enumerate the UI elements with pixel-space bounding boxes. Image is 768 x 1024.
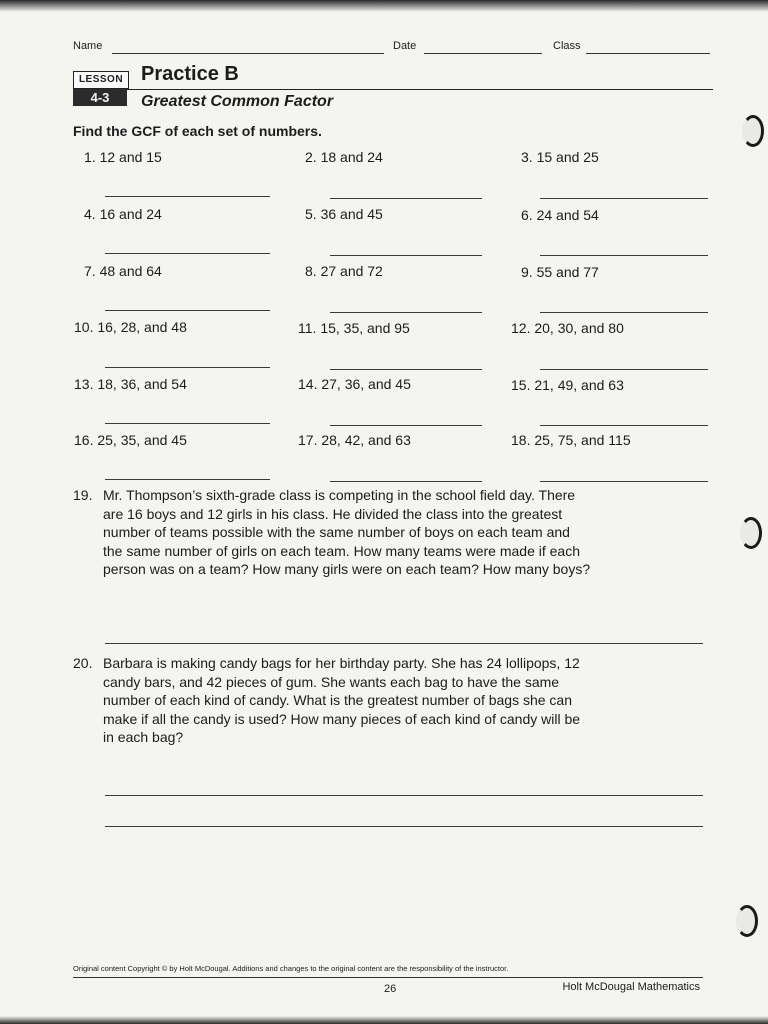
answer-line-18[interactable] bbox=[540, 481, 708, 482]
answer-line-16[interactable] bbox=[105, 479, 270, 480]
answer-line-7[interactable] bbox=[105, 310, 270, 311]
problem-10: 10. 16, 28, and 48 bbox=[74, 319, 187, 335]
footer-copyright: Original content Copyright © by Holt McDougal. Additions and changes to the original content are the responsibility of the instructor. bbox=[73, 964, 509, 973]
problem-18: 18. 25, 75, and 115 bbox=[511, 432, 631, 448]
lesson-number: 4-3 bbox=[73, 89, 127, 106]
problem-15: 15. 21, 49, and 63 bbox=[511, 377, 624, 393]
answer-line-17[interactable] bbox=[330, 481, 482, 482]
answer-line-6[interactable] bbox=[540, 255, 708, 256]
class-label: Class bbox=[553, 40, 581, 52]
word-problem-19-text: Mr. Thompson’s sixth-grade class is competing in the school field day. There are 16 boys and 12 girls in his class. He divided the class into the greatest number of teams possible with the same number of boys on each team and the same number of girls on each team. How many teams were made if each person was on a team? How many girls were on each team? How many boys? bbox=[103, 487, 591, 578]
problem-13: 13. 18, 36, and 54 bbox=[74, 376, 187, 392]
problem-6: 6. 24 and 54 bbox=[521, 207, 599, 223]
lesson-badge: LESSON bbox=[73, 71, 129, 89]
answer-line-14[interactable] bbox=[330, 425, 482, 426]
answer-line-20a[interactable] bbox=[105, 795, 703, 796]
answer-line-15[interactable] bbox=[540, 425, 708, 426]
word-problem-20-text: Barbara is making candy bags for her birthday party. She has 24 lollipops, 12 candy bars, and 42 pieces of gum. She wants each bag to have the same number of each kind of candy. What is the greatest number of bags she can make if all the candy is used? How many pieces of each kind of candy will be in each bag? bbox=[103, 655, 581, 746]
answer-line-3[interactable] bbox=[540, 198, 708, 199]
problem-12: 12. 20, 30, and 80 bbox=[511, 320, 624, 336]
problem-5: 5. 36 and 45 bbox=[305, 206, 383, 222]
word-problem-19-number: 19. bbox=[73, 487, 93, 503]
answer-line-9[interactable] bbox=[540, 312, 708, 313]
problem-1: 1. 12 and 15 bbox=[84, 149, 162, 165]
answer-line-2[interactable] bbox=[330, 198, 482, 199]
answer-line-8[interactable] bbox=[330, 312, 482, 313]
date-label: Date bbox=[393, 40, 417, 52]
name-label: Name bbox=[73, 40, 103, 52]
answer-line-5[interactable] bbox=[330, 255, 482, 256]
scan-top-edge bbox=[0, 0, 768, 12]
answer-line-4[interactable] bbox=[105, 253, 270, 254]
problem-9: 9. 55 and 77 bbox=[521, 264, 599, 280]
answer-line-19[interactable] bbox=[105, 643, 703, 644]
problem-7: 7. 48 and 64 bbox=[84, 263, 162, 279]
punch-hole-middle bbox=[740, 517, 762, 549]
answer-line-20b[interactable] bbox=[105, 826, 703, 827]
word-problem-20-number: 20. bbox=[73, 655, 93, 671]
instructions: Find the GCF of each set of numbers. bbox=[73, 123, 322, 139]
scan-bottom-edge bbox=[0, 1016, 768, 1024]
class-field-line[interactable] bbox=[586, 53, 710, 54]
answer-line-1[interactable] bbox=[105, 196, 270, 197]
punch-hole-top bbox=[742, 115, 764, 147]
word-problem-20 bbox=[73, 654, 593, 747]
footer-publisher: Holt McDougal Mathematics bbox=[562, 981, 700, 993]
answer-line-13[interactable] bbox=[105, 423, 270, 424]
page-subtitle: Greatest Common Factor bbox=[141, 93, 334, 110]
punch-hole-bottom bbox=[736, 905, 758, 937]
problem-11: 11. 15, 35, and 95 bbox=[298, 320, 410, 336]
problem-3: 3. 15 and 25 bbox=[521, 149, 599, 165]
title-rule bbox=[127, 89, 713, 90]
problem-8: 8. 27 and 72 bbox=[305, 263, 383, 279]
name-field-line[interactable] bbox=[112, 53, 384, 54]
word-problem-19 bbox=[73, 486, 593, 579]
page-number: 26 bbox=[384, 983, 397, 995]
problem-17: 17. 28, 42, and 63 bbox=[298, 432, 411, 448]
problem-16: 16. 25, 35, and 45 bbox=[74, 432, 187, 448]
page-title: Practice B bbox=[141, 63, 239, 85]
date-field-line[interactable] bbox=[424, 53, 542, 54]
problem-4: 4. 16 and 24 bbox=[84, 206, 162, 222]
answer-line-11[interactable] bbox=[330, 369, 482, 370]
problem-14: 14. 27, 36, and 45 bbox=[298, 376, 411, 392]
footer-rule bbox=[73, 977, 703, 978]
answer-line-10[interactable] bbox=[105, 367, 270, 368]
problem-2: 2. 18 and 24 bbox=[305, 149, 383, 165]
answer-line-12[interactable] bbox=[540, 369, 708, 370]
